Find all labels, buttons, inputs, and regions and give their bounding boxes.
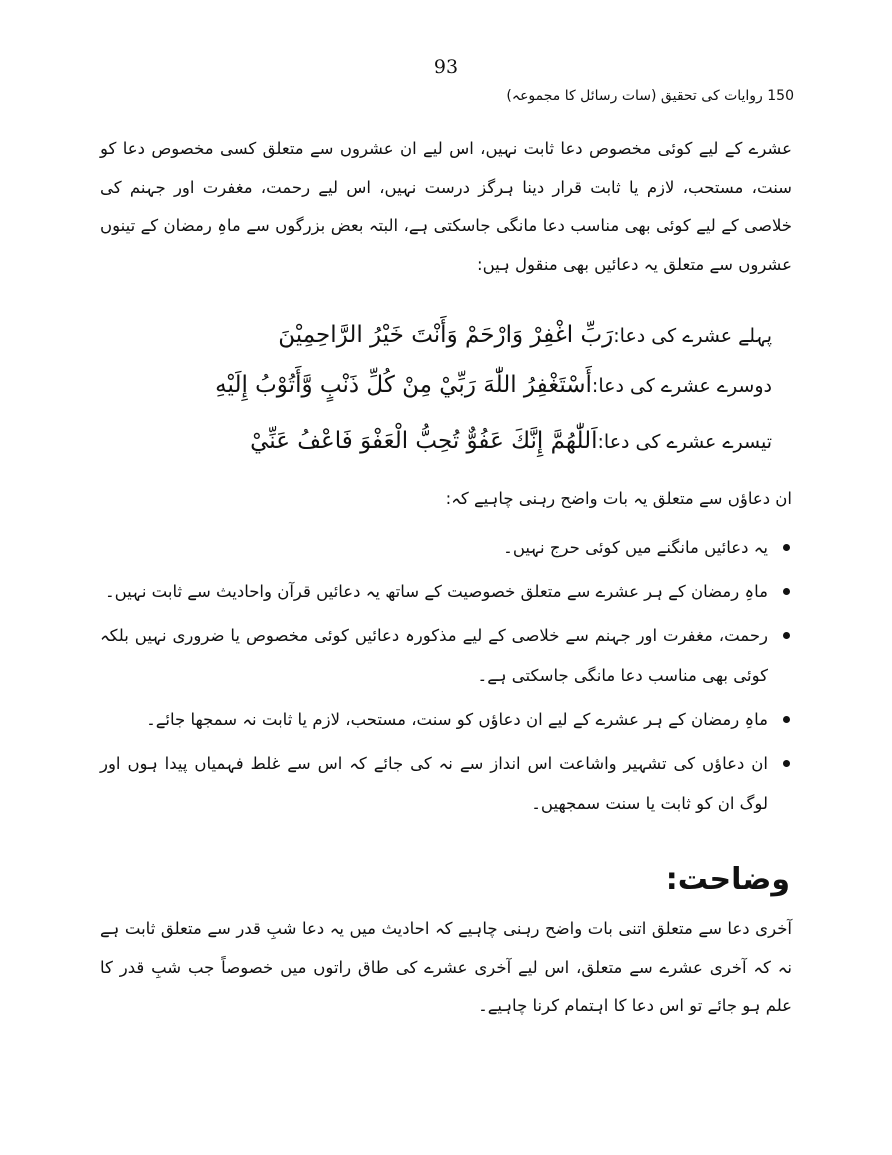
dua-arabic-text: اَللّٰهُمَّ إِنَّكَ عَفُوٌّ تُحِبُّ الْعَفْوَ فَاعْفُ عَنِّيْ	[250, 428, 598, 454]
intro-paragraph: عشرے کے لیے کوئی مخصوص دعا ثابت نہیں، اس لیے ان عشروں سے متعلق کسی مخصوص دعا کو سنت، مستحب، لازم یا ثابت قرار دینا ہرگز درست نہیں، اس لیے رحمت، مغفرت اور جہنم کی خلاصی کے لیے کوئی بھی مناسب دعا مانگی جاسکتی ہے، البتہ بعض بزرگوں سے ماہِ رمضان کے تینوں عشروں سے متعلق یہ دعائیں بھی منقول ہیں:	[100, 139, 792, 274]
dua-arabic-text: رَبِّ اغْفِرْ وَارْحَمْ وَأَنْتَ خَيْرُ الرَّاحِمِيْنَ	[278, 322, 614, 348]
dua-arabic-text: أَسْتَغْفِرُ اللّٰهَ رَبِّيْ مِنْ كُلِّ ذَنْبٍ وَّأَتُوْبُ إِلَيْهِ	[215, 372, 592, 398]
list-item: ماہِ رمضان کے ہر عشرے کے لیے ان دعاؤں کو سنت، مستحب، لازم یا ثابت نہ سمجھا جائے۔	[100, 700, 768, 740]
dua-label: پہلے عشرے کی دعا:	[613, 325, 772, 347]
clarification-heading: وضاحت:	[665, 862, 790, 897]
clarification-paragraph: آخری دعا سے متعلق اتنی بات واضح رہنی چاہیے کہ احادیث میں یہ دعا شبِ قدر سے متعلق ثابت ہے نہ کہ آخری عشرے سے متعلق، اس لیے آخری عشرے کی طاق راتوں میں خصوصاً جب شبِ قدر کا علم ہو جائے تو اس دعا کا اہتمام کرنا چاہیے۔	[100, 919, 792, 1015]
page-number: 93	[433, 56, 459, 78]
list-item: یہ دعائیں مانگنے میں کوئی حرج نہیں۔	[100, 528, 768, 568]
list-intro: ان دعاؤں سے متعلق یہ بات واضح رہنی چاہیے کہ:	[445, 489, 792, 508]
list-item: ماہِ رمضان کے ہر عشرے سے متعلق خصوصیت کے ساتھ یہ دعائیں قرآن واحادیث سے ثابت نہیں۔	[100, 572, 768, 612]
dua-label: تیسرے عشرے کی دعا:	[597, 431, 772, 453]
running-header: 150 روایات کی تحقیق (سات رسائل کا مجموعہ)	[506, 88, 794, 104]
dua-label: دوسرے عشرے کی دعا:	[591, 375, 772, 397]
list-item: ان دعاؤں کی تشہیر واشاعت اس انداز سے نہ کی جائے کہ اس سے غلط فہمیاں پیدا ہوں اور لوگ ان کو ثابت یا سنت سمجھیں۔	[100, 744, 768, 824]
list-item: رحمت، مغفرت اور جہنم سے خلاصی کے لیے مذکورہ دعائیں کوئی مخصوص یا ضروری نہیں بلکہ کوئی بھی مناسب دعا مانگی جاسکتی ہے۔	[100, 616, 768, 696]
dua-second-ashra	[80, 372, 772, 398]
dua-first-ashra	[80, 322, 772, 348]
points-list	[100, 528, 796, 828]
dua-third-ashra	[80, 428, 772, 454]
